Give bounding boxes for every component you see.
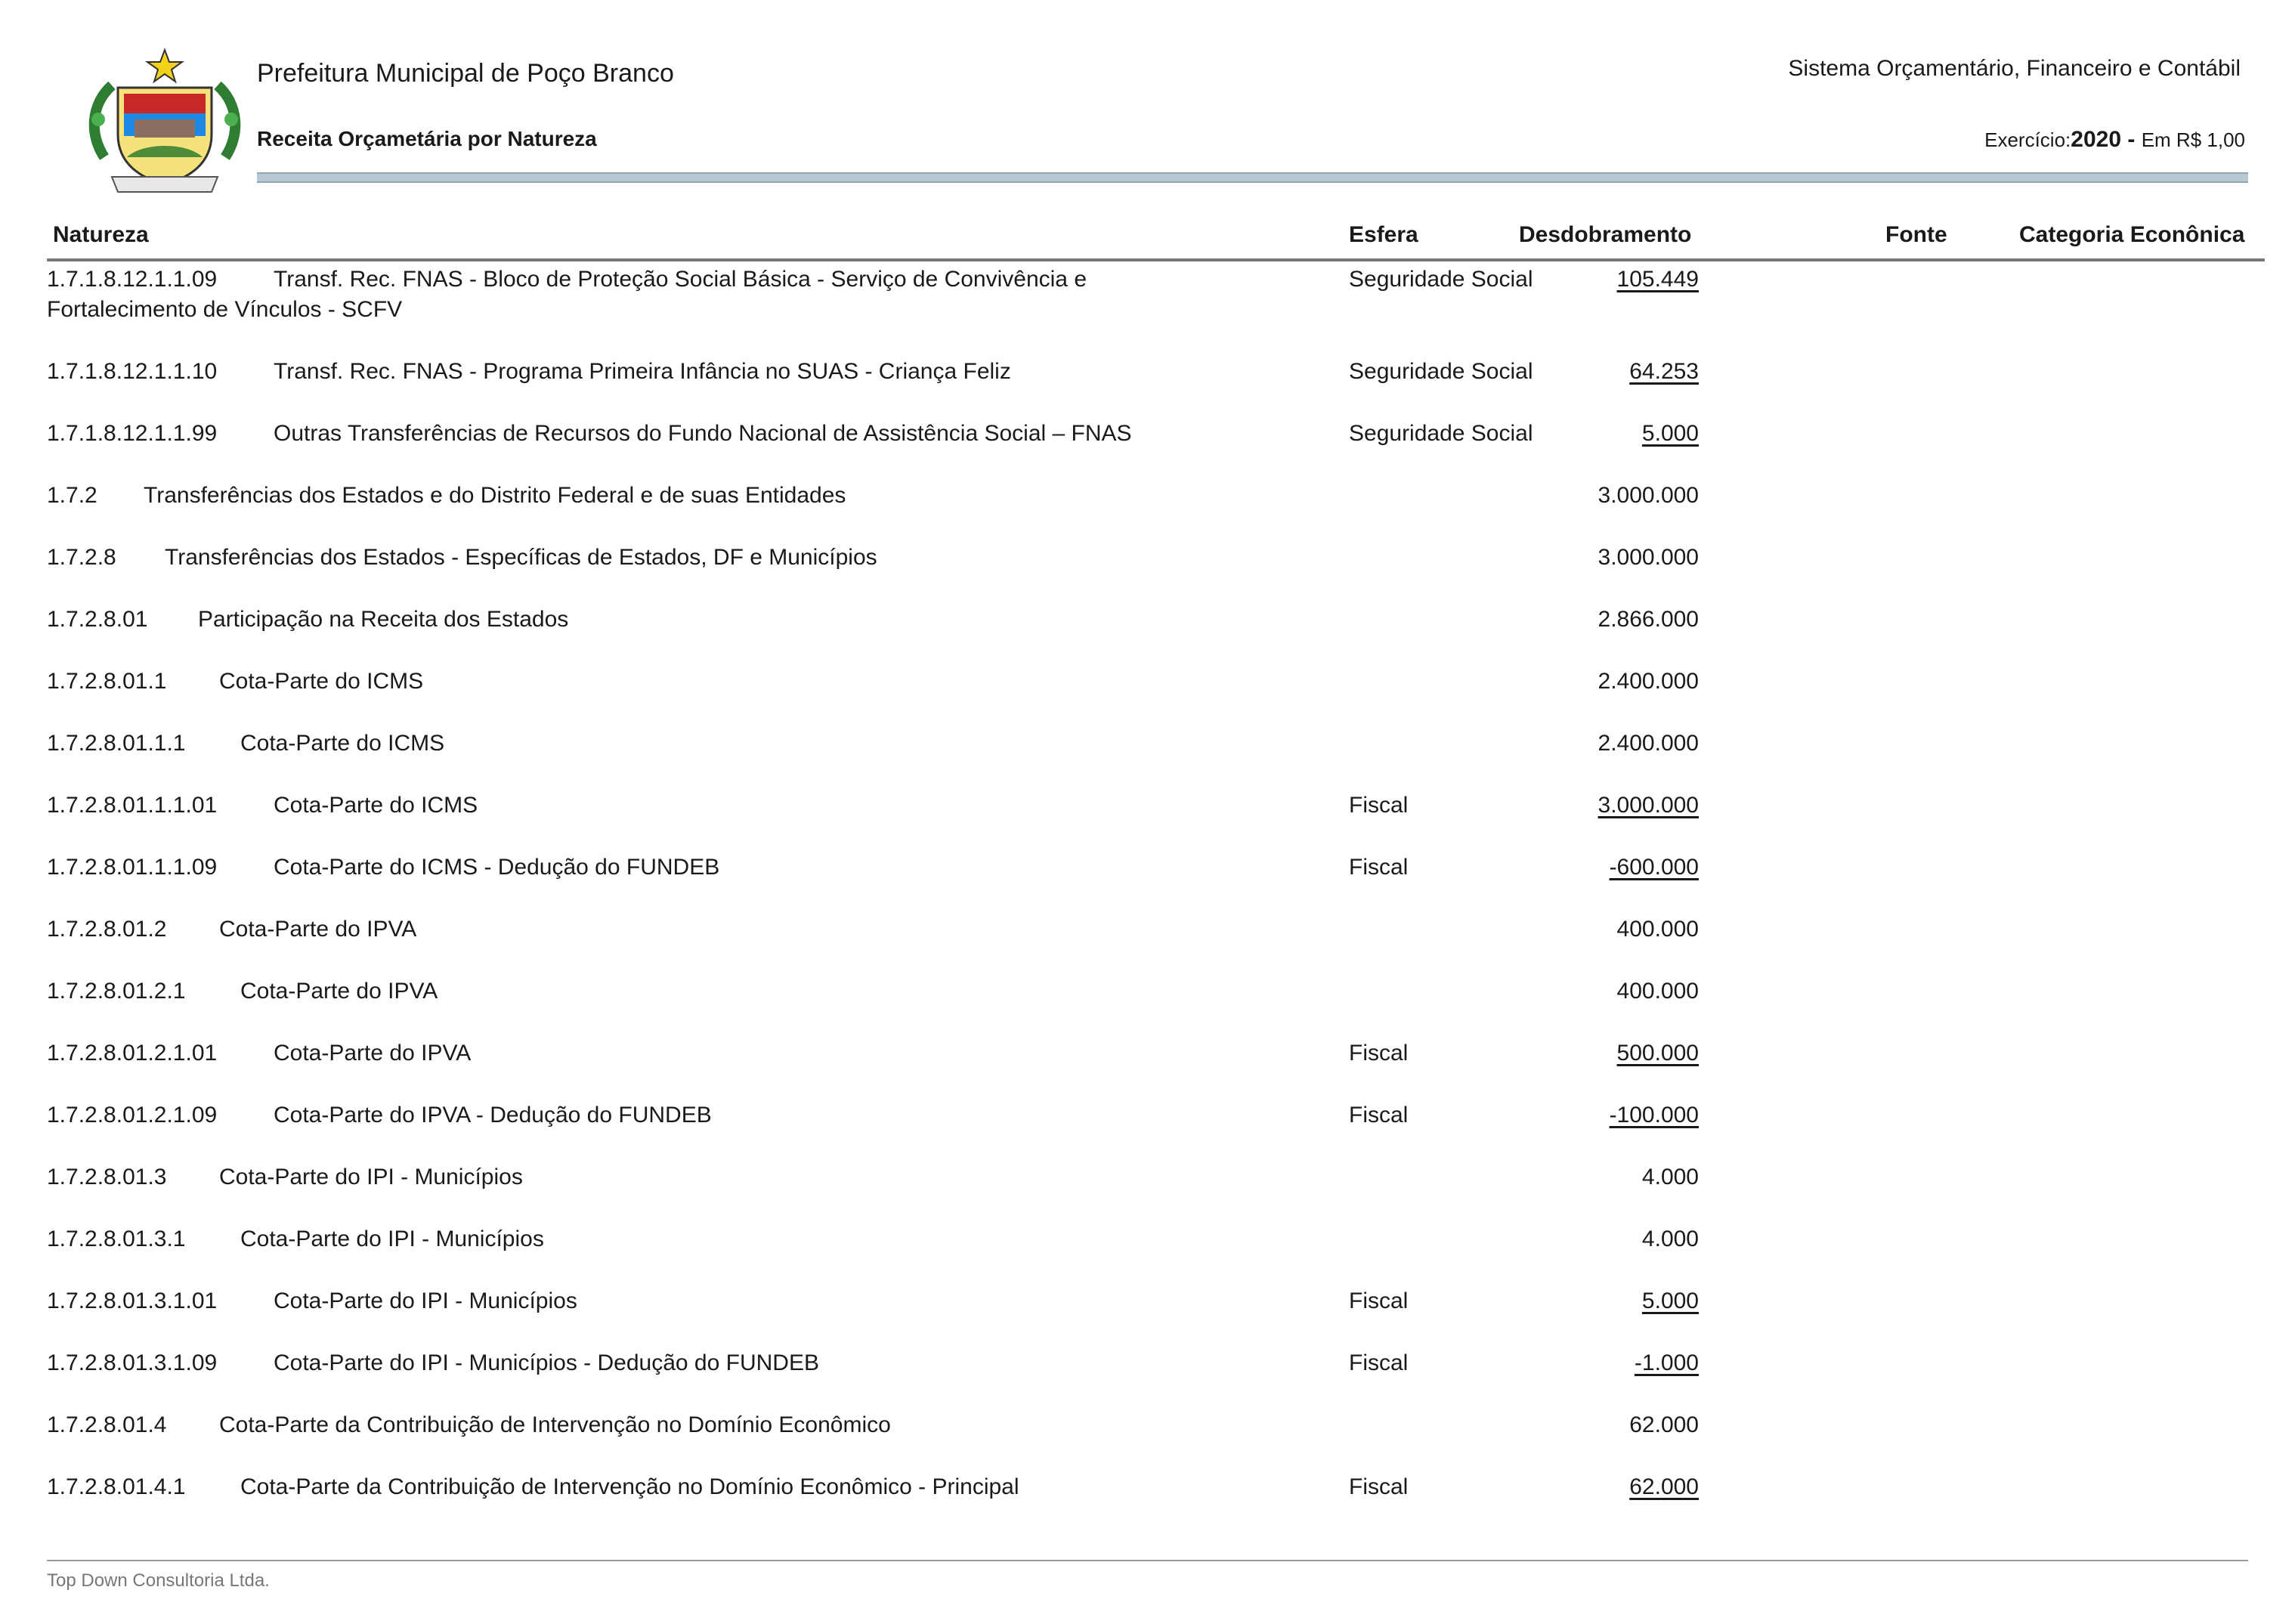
- desdobramento-value: 5.000: [1641, 1288, 1699, 1313]
- desdobramento-value: 400.000: [1616, 917, 1699, 942]
- exercise-separator: -: [2121, 127, 2142, 152]
- esfera-value: Seguridade Social: [1349, 267, 1533, 292]
- column-header-natureza: Natureza: [53, 222, 149, 247]
- natureza-code: 1.7.2.8.01.2.1.09: [47, 1103, 218, 1128]
- org-name: Prefeitura Municipal de Poço Branco: [257, 59, 674, 88]
- natureza-code: 1.7.2.8.01.3.1: [47, 1227, 186, 1251]
- natureza-code: 1.7.1.8.12.1.1.10: [47, 359, 218, 384]
- desdobramento-value: 3.000.000: [1598, 483, 1699, 508]
- natureza-description: Transferências dos Estados e do Distrito Federal e de suas Entidades: [144, 483, 846, 508]
- natureza-code: 1.7.2.8.01.2: [47, 917, 167, 942]
- exercise-year: 2020: [2071, 127, 2122, 152]
- exercise-label: Exercício:: [1984, 128, 2071, 151]
- natureza-code: 1.7.2.8.01.1.1: [47, 731, 186, 756]
- desdobramento-value: 3.000.000: [1598, 793, 1699, 818]
- currency-note: Em R$ 1,00: [2141, 128, 2245, 151]
- natureza-code: 1.7.2.8.01.2.1: [47, 979, 186, 1004]
- desdobramento-value: 2.866.000: [1598, 607, 1699, 632]
- natureza-code: 1.7.2.8.01.2.1.01: [47, 1041, 218, 1066]
- natureza-code: 1.7.2.8.01.1.1.01: [47, 793, 218, 818]
- desdobramento-value: 500.000: [1616, 1041, 1699, 1066]
- natureza-description: Cota-Parte do IPVA: [240, 979, 438, 1004]
- natureza-description: Transf. Rec. FNAS - Programa Primeira Infância no SUAS - Criança Feliz: [274, 359, 1011, 384]
- natureza-description: Cota-Parte do ICMS: [274, 793, 478, 818]
- esfera-value: Fiscal: [1349, 1474, 1409, 1499]
- natureza-description: Cota-Parte da Contribuição de Intervenção no Domínio Econômico - Principal: [240, 1474, 1019, 1499]
- column-header-esfera: Esfera: [1349, 222, 1418, 247]
- column-header-divider: [47, 258, 2265, 261]
- esfera-value: Fiscal: [1349, 793, 1409, 818]
- desdobramento-value: 64.253: [1629, 359, 1699, 384]
- esfera-value: Fiscal: [1349, 1103, 1409, 1128]
- esfera-value: Seguridade Social: [1349, 359, 1533, 384]
- exercise-info: [1984, 127, 2245, 153]
- column-header-desdobramento: Desdobramento: [1519, 222, 1692, 247]
- desdobramento-value: 4.000: [1641, 1165, 1699, 1189]
- natureza-code: 1.7.2.8.01.3: [47, 1165, 167, 1189]
- natureza-code: 1.7.2.8.01.1.1.09: [47, 855, 218, 880]
- natureza-code: 1.7.1.8.12.1.1.99: [47, 421, 218, 446]
- desdobramento-value: 62.000: [1629, 1412, 1699, 1437]
- natureza-description: Cota-Parte da Contribuição de Intervenção no Domínio Econômico: [219, 1412, 891, 1437]
- natureza-code: 1.7.2.8.01.1: [47, 669, 167, 694]
- natureza-code: 1.7.2.8: [47, 545, 116, 570]
- column-header-fonte: Fonte: [1885, 222, 1947, 247]
- column-headers: [0, 219, 2295, 255]
- column-header-categoria-economica: Categoria Econônica: [2019, 222, 2245, 247]
- natureza-description: Outras Transferências de Recursos do Fundo Nacional de Assistência Social – FNAS: [274, 421, 1132, 446]
- desdobramento-value: -600.000: [1609, 855, 1699, 880]
- natureza-code: 1.7.2: [47, 483, 97, 508]
- natureza-description: Cota-Parte do IPI - Municípios: [240, 1227, 544, 1251]
- natureza-description: Transferências dos Estados - Específicas de Estados, DF e Municípios: [165, 545, 877, 570]
- desdobramento-value: 4.000: [1641, 1227, 1699, 1251]
- esfera-value: Fiscal: [1349, 855, 1409, 880]
- desdobramento-value: 2.400.000: [1598, 669, 1699, 694]
- desdobramento-value: -100.000: [1609, 1103, 1699, 1128]
- natureza-description: Cota-Parte do IPVA: [274, 1041, 472, 1066]
- natureza-description: Cota-Parte do IPVA - Dedução do FUNDEB: [274, 1103, 712, 1128]
- natureza-description: Cota-Parte do ICMS - Dedução do FUNDEB: [274, 855, 720, 880]
- header-divider: [257, 172, 2248, 183]
- desdobramento-value: 105.449: [1616, 267, 1699, 292]
- natureza-code: 1.7.2.8.01.3.1.01: [47, 1288, 218, 1313]
- desdobramento-value: 3.000.000: [1598, 545, 1699, 570]
- natureza-description: Transf. Rec. FNAS - Bloco de Proteção Social Básica - Serviço de Convivência e Fortalecimento de Vínculos - SCFV: [47, 267, 1087, 322]
- natureza-description: Cota-Parte do IPI - Municípios - Dedução do FUNDEB: [274, 1350, 819, 1375]
- natureza-description: Cota-Parte do ICMS: [240, 731, 445, 756]
- desdobramento-value: -1.000: [1634, 1350, 1699, 1375]
- natureza-description: Participação na Receita dos Estados: [198, 607, 569, 632]
- desdobramento-value: 2.400.000: [1598, 731, 1699, 756]
- desdobramento-value: 400.000: [1616, 979, 1699, 1004]
- desdobramento-value: 62.000: [1629, 1474, 1699, 1499]
- report-title: Receita Orçametária por Natureza: [257, 127, 597, 150]
- natureza-code: 1.7.2.8.01.4: [47, 1412, 167, 1437]
- natureza-description: Cota-Parte do IPI - Municípios: [274, 1288, 577, 1313]
- municipal-coat-of-arms-logo: [82, 44, 248, 195]
- system-name: Sistema Orçamentário, Financeiro e Contábil: [1788, 56, 2241, 81]
- footer-company: Top Down Consultoria Ltda.: [47, 1570, 270, 1591]
- natureza-description: Cota-Parte do IPVA: [219, 917, 417, 942]
- natureza-description: Cota-Parte do IPI - Municípios: [219, 1165, 523, 1189]
- esfera-value: Fiscal: [1349, 1350, 1409, 1375]
- esfera-value: Seguridade Social: [1349, 421, 1533, 446]
- esfera-value: Fiscal: [1349, 1041, 1409, 1066]
- desdobramento-value: 5.000: [1641, 421, 1699, 446]
- natureza-code: 1.7.2.8.01.4.1: [47, 1474, 186, 1499]
- natureza-description: Cota-Parte do ICMS: [219, 669, 424, 694]
- natureza-code: 1.7.2.8.01: [47, 607, 148, 632]
- esfera-value: Fiscal: [1349, 1288, 1409, 1313]
- natureza-code: 1.7.2.8.01.3.1.09: [47, 1350, 218, 1375]
- footer-divider: [47, 1560, 2248, 1561]
- natureza-code: 1.7.1.8.12.1.1.09: [47, 267, 218, 292]
